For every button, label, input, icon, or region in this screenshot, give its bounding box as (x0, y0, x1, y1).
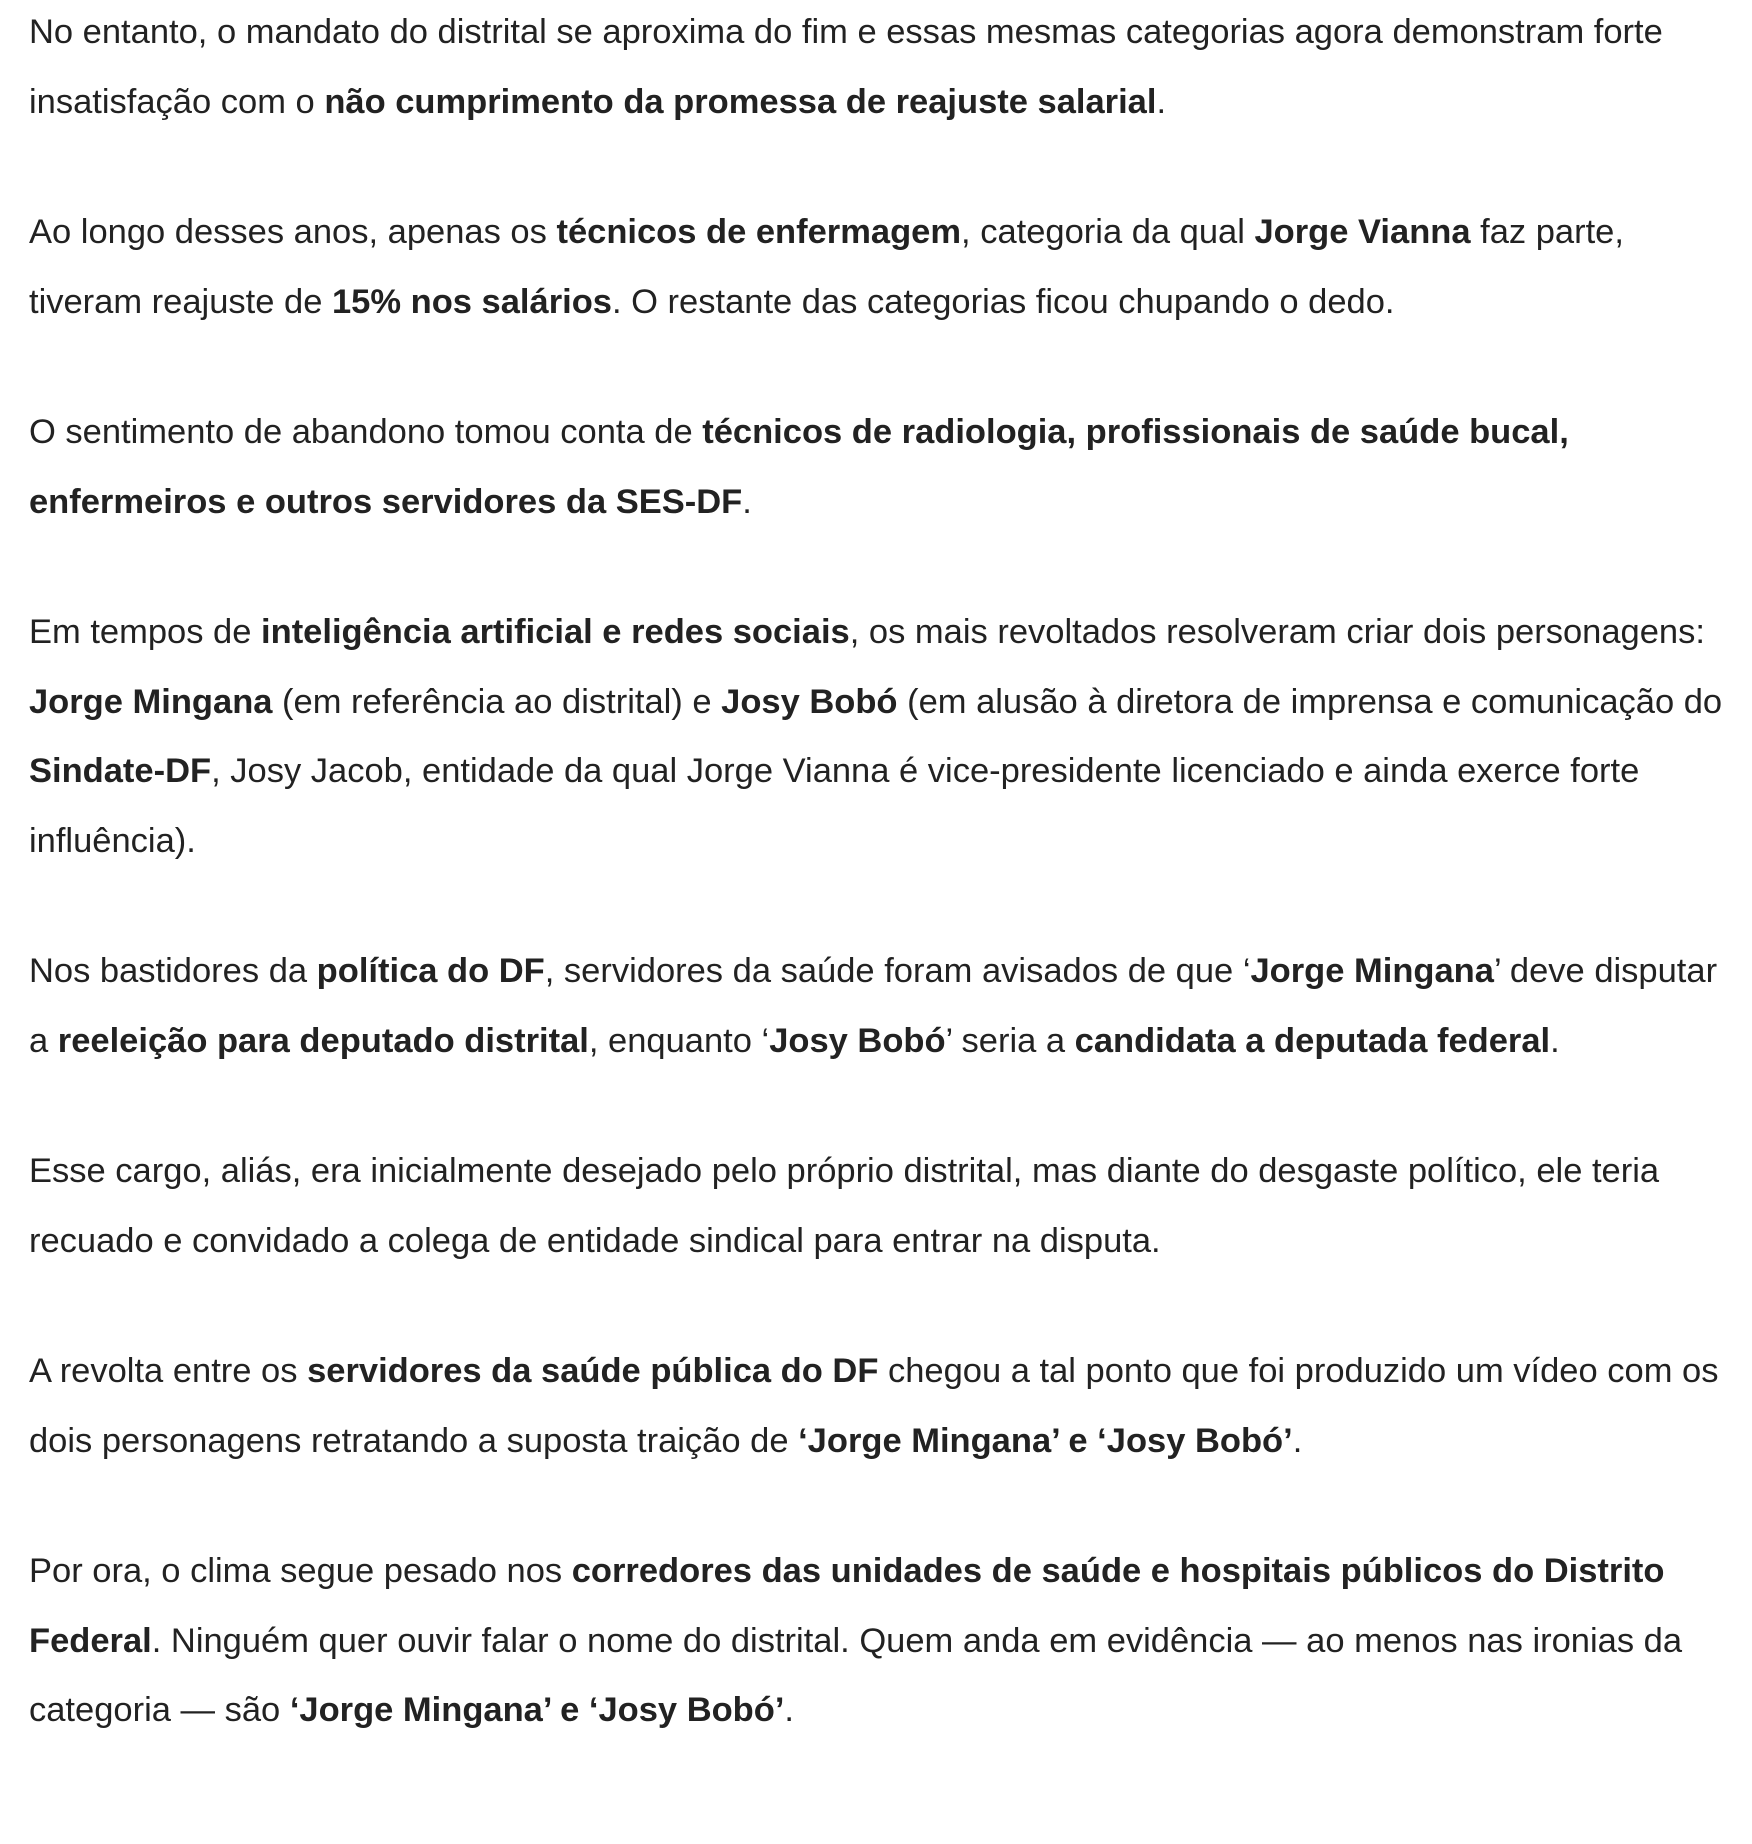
article-paragraph (29, 0, 1729, 137)
bold-text: técnicos de enfermagem (556, 213, 962, 251)
text-run: A revolta entre os (29, 1352, 308, 1390)
text-run: Ao longo desses anos, apenas os (29, 213, 557, 251)
text-run: . (1292, 1421, 1303, 1460)
bold-text: Sindate-DF (29, 752, 212, 790)
text-run: No entanto, o mandato do distrital se aproxima do fim e essas mesmas categorias agora demonstram forte insatisfação com o (29, 13, 1663, 121)
text-run: . (784, 1691, 795, 1729)
article-paragraph (29, 937, 1729, 1076)
article-body (29, 0, 1729, 1807)
text-run: ’ seria a (945, 1021, 1075, 1060)
text-run: ’ deve disputar a (29, 952, 1718, 1060)
bold-text: técnicos de radiologia, profissionais de saúde bucal, enfermeiros e outros servidores da SES-DF (29, 413, 1569, 521)
bold-text: reeleição para deputado distrital (57, 1021, 589, 1060)
article-paragraph (29, 1137, 1729, 1276)
bold-text: corredores das unidades de saúde e hospitais públicos do Distrito Federal (29, 1552, 1665, 1660)
text-run: faz parte, tiveram reajuste de (29, 213, 1624, 321)
bold-text: ‘Jorge Mingana’ e ‘Josy Bobó’ (798, 1421, 1293, 1460)
text-run: Em tempos de (29, 613, 262, 651)
text-run: . (1550, 1021, 1560, 1060)
text-run: O sentimento de abandono tomou conta de (29, 413, 703, 451)
bold-text: política do DF (316, 952, 545, 990)
bold-text: ‘Jorge Mingana’ e ‘Josy Bobó’ (289, 1691, 785, 1729)
text-run: . O restante das categorias ficou chupando o dedo. (611, 282, 1395, 321)
text-run: . Ninguém quer ouvir falar o nome do distrital. Quem anda em evidência — ao menos nas ironias da categoria — são (29, 1621, 1683, 1729)
article-paragraph (29, 1537, 1729, 1746)
bold-text: Jorge Mingana (1250, 952, 1494, 990)
bold-text: Jorge Mingana (29, 682, 273, 721)
text-run: , servidores da saúde foram avisados de que ‘ (544, 952, 1251, 990)
text-run: (em alusão à diretora de imprensa e comunicação do (897, 682, 1723, 721)
bold-text: 15% nos salários (331, 282, 612, 321)
bold-text: não cumprimento da promessa de reajuste salarial (324, 82, 1157, 121)
article-paragraph (29, 398, 1729, 537)
bold-text: inteligência artificial e redes sociais (261, 613, 850, 651)
bold-text: candidata a deputada federal (1074, 1021, 1551, 1060)
text-run: . (1156, 82, 1167, 121)
text-run: . (742, 482, 752, 521)
text-run: (em referência ao distrital) e (272, 682, 722, 721)
text-run: , enquanto ‘ (588, 1021, 770, 1060)
bold-text: servidores da saúde pública do DF (307, 1352, 879, 1390)
text-run: Por ora, o clima segue pesado nos (29, 1552, 572, 1590)
article-paragraph (29, 598, 1729, 876)
text-run: Nos bastidores da (29, 952, 317, 990)
text-run: , categoria da qual (961, 213, 1255, 251)
text-run: Esse cargo, aliás, era inicialmente desejado pelo próprio distrital, mas diante do desgaste político, ele teria recuado e convidado a colega de entidade sindical para entrar na disputa. (29, 1152, 1660, 1260)
bold-text: Josy Bobó (769, 1021, 946, 1060)
text-run: chegou a tal ponto que foi produzido um vídeo com os dois personagens retratando a suposta traição de (29, 1352, 1719, 1460)
article-paragraph (29, 198, 1729, 337)
text-run: , os mais revoltados resolveram criar dois personagens: (849, 613, 1705, 651)
article-paragraph (29, 1337, 1729, 1476)
bold-text: Jorge Vianna (1254, 213, 1471, 251)
text-run: , Josy Jacob, entidade da qual Jorge Vianna é vice-presidente licenciado e ainda exerce forte influência). (29, 752, 1640, 860)
bold-text: Josy Bobó (721, 682, 898, 721)
